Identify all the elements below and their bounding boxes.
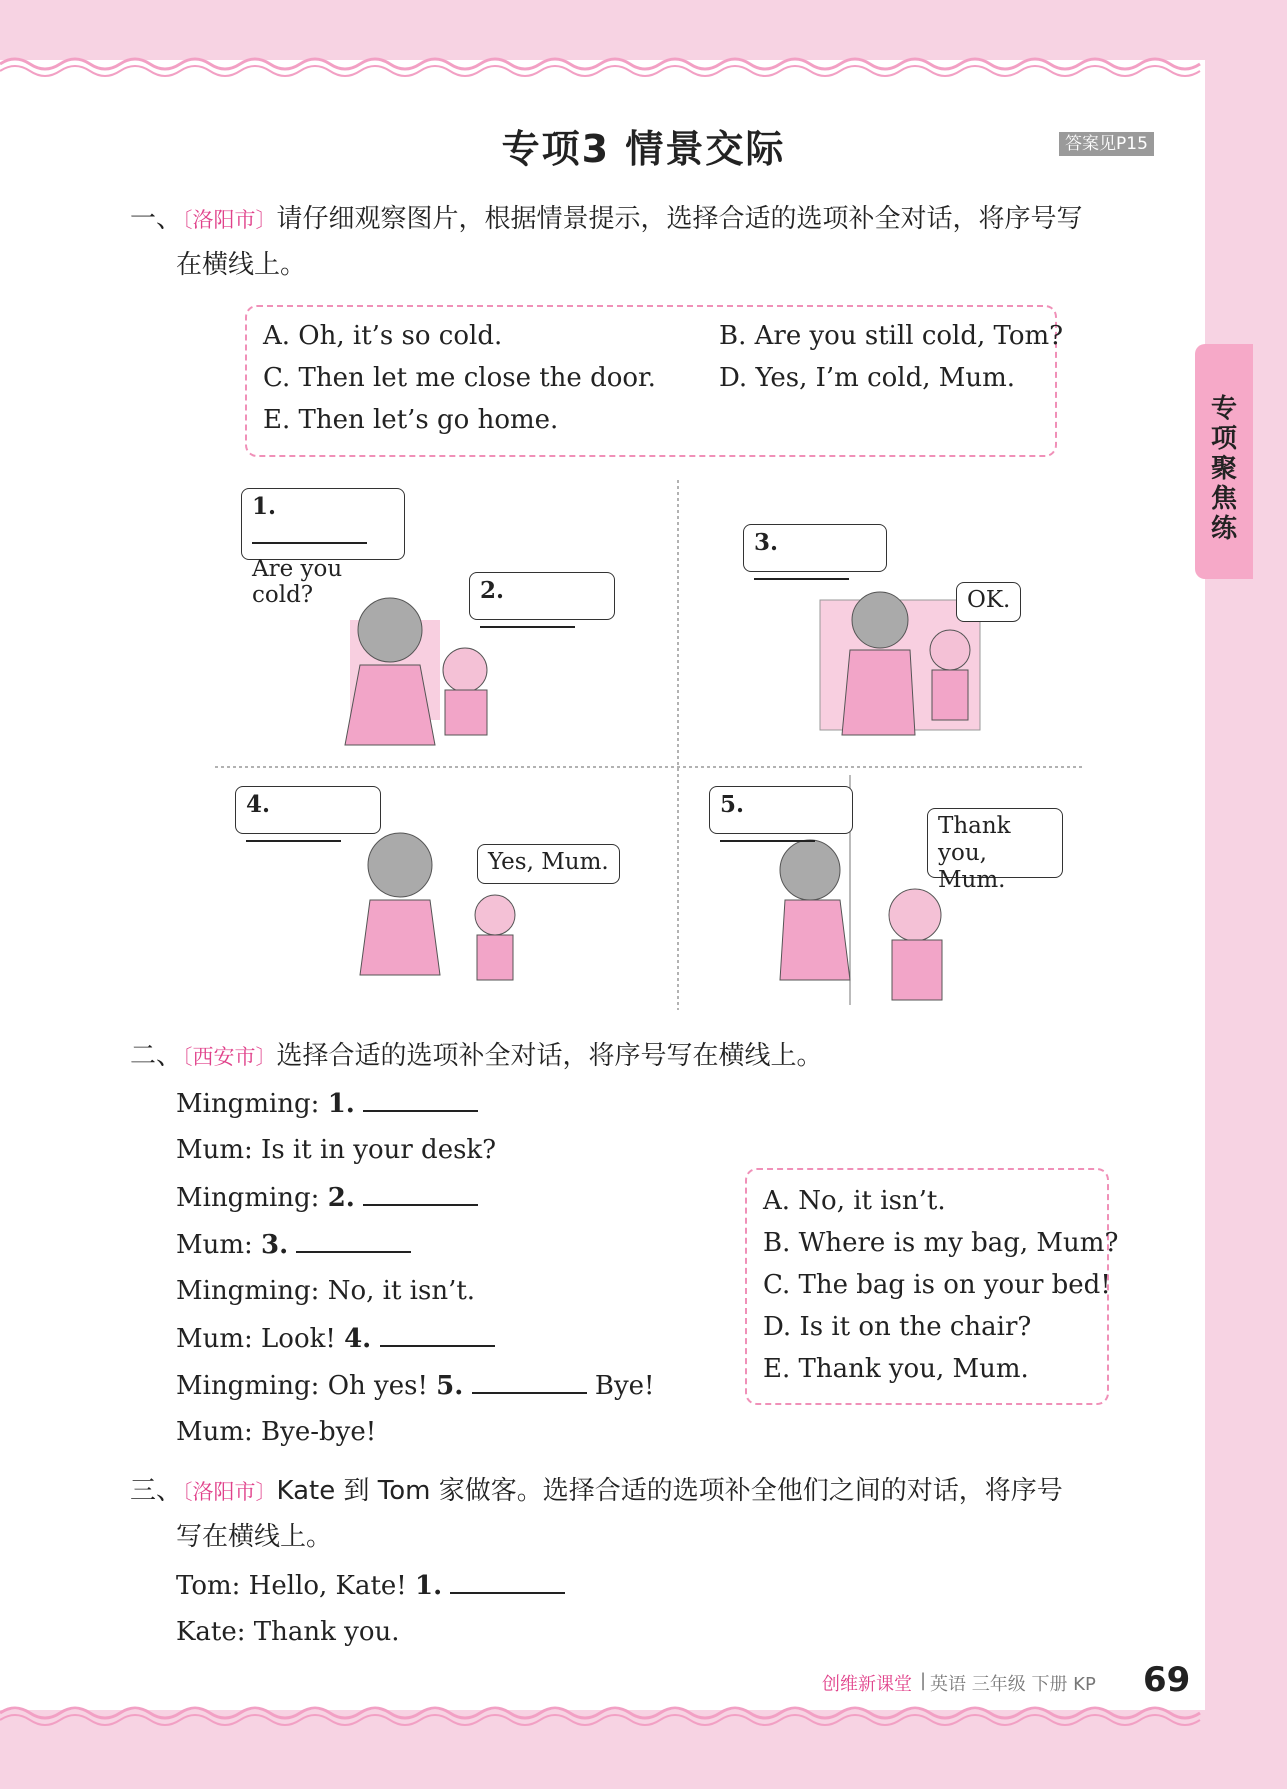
s1-option-a: A. Oh, it’s so cold. (263, 321, 503, 351)
footer-info: 英语 三年级 下册 KP (930, 1674, 1096, 1695)
answer-reference-badge: 答案见P15 (1059, 132, 1154, 156)
bubble-thank-line1: Thank you, (938, 813, 1011, 866)
s2-line-6: Mum: Look! 4. (176, 1323, 495, 1354)
s2-option-e: E. Thank you, Mum. (763, 1354, 1029, 1384)
bubble-3 (743, 524, 887, 572)
bubble-1 (241, 488, 405, 608)
s2-line-3: Mingming: 2. (176, 1182, 478, 1213)
s1-option-b: B. Are you still cold, Tom? (719, 321, 1064, 351)
section3-instruction-2: 写在横线上。 (176, 1522, 333, 1552)
bubble-4 (235, 786, 381, 834)
s1-option-d: D. Yes, I’m cold, Mum. (719, 363, 1016, 393)
s2-line-1: Mingming: 1. (176, 1088, 478, 1119)
blank-s2-3[interactable] (296, 1229, 411, 1253)
bubble-yes-mum: Yes, Mum. (477, 844, 620, 884)
s2-line-8: Mum: Bye-bye! (176, 1417, 377, 1447)
section1-heading (130, 196, 1180, 243)
section3-heading (130, 1468, 1180, 1515)
section3-instruction-1: Kate 到 Tom 家做客。选择合适的选项补全他们之间的对话，将序号 (276, 1476, 1063, 1506)
s1-option-c: C. Then let me close the door. (263, 363, 656, 393)
s1-option-e: E. Then let’s go home. (263, 405, 559, 435)
bottom-wave-border (0, 1698, 1205, 1738)
blank-s1-3[interactable] (754, 556, 849, 580)
section2-label: 二、 (130, 1041, 183, 1071)
bubble-4-number: 4. (246, 791, 271, 818)
s2-option-d: D. Is it on the chair? (763, 1312, 1032, 1342)
s2-line-7: Mingming: Oh yes! 5. Bye! (176, 1371, 655, 1401)
blank-s2-1[interactable] (363, 1088, 478, 1112)
bubble-2 (469, 572, 615, 620)
blank-s1-1[interactable] (252, 520, 367, 544)
section1-instruction-1: 请仔细观察图片，根据情景提示，选择合适的选项补全对话，将序号写 (276, 204, 1083, 234)
footer-separator: | (920, 1670, 927, 1691)
section3-source: 〔洛阳市〕 (182, 1480, 277, 1504)
blank-s3-1[interactable] (450, 1570, 565, 1594)
bubble-ok: OK. (956, 582, 1021, 622)
blank-s2-5[interactable] (472, 1370, 587, 1394)
bubble-thank-you (927, 808, 1063, 893)
blank-s2-2[interactable] (363, 1182, 478, 1206)
section3-label: 三、 (130, 1476, 183, 1506)
s3-line-2: Kate: Thank you. (176, 1617, 400, 1647)
bubble-2-number: 2. (480, 577, 505, 604)
bubble-5-number: 5. (720, 791, 745, 818)
s2-option-b: B. Where is my bag, Mum? (763, 1228, 1119, 1258)
bubble-5 (709, 786, 853, 834)
section1-source: 〔洛阳市〕 (182, 208, 277, 232)
side-tab[interactable] (1195, 344, 1253, 579)
footer-brand: 创维新课堂 (822, 1674, 912, 1695)
scene-1-mum-and-boy (345, 598, 487, 745)
section2-source: 〔西安市〕 (182, 1045, 277, 1069)
s2-option-c: C. The bag is on your bed! (763, 1270, 1111, 1300)
s2-line-4: Mum: 3. (176, 1229, 411, 1260)
blank-s2-4[interactable] (380, 1323, 495, 1347)
side-tab-label: 专项聚焦练 (1210, 394, 1237, 544)
section1-instruction-2: 在横线上。 (176, 250, 307, 280)
top-wave-border (0, 44, 1205, 84)
section2-instruction: 选择合适的选项补全对话，将序号写在横线上。 (276, 1041, 823, 1071)
page-title: 专项3 情景交际 (501, 127, 786, 171)
s2-line-5: Mingming: No, it isn’t. (176, 1276, 476, 1306)
s2-line-2: Mum: Is it in your desk? (176, 1135, 497, 1165)
blank-s1-5[interactable] (720, 818, 815, 842)
section1-label: 一、 (130, 204, 183, 234)
section2-options-box (745, 1168, 1119, 1405)
blank-s1-4[interactable] (246, 818, 341, 842)
section1-options-box (245, 305, 1064, 457)
s2-option-a: A. No, it isn’t. (763, 1186, 946, 1216)
blank-s1-2[interactable] (480, 604, 575, 628)
page-number: 69 (1143, 1660, 1191, 1700)
section2-heading (130, 1033, 823, 1080)
bubble-1-number: 1. (252, 493, 277, 520)
bubble-1-text: Are you cold? (252, 556, 343, 608)
s3-line-1: Tom: Hello, Kate! 1. (176, 1570, 565, 1601)
bubble-3-number: 3. (754, 529, 779, 556)
bubble-thank-line2: Mum. (938, 867, 1006, 893)
